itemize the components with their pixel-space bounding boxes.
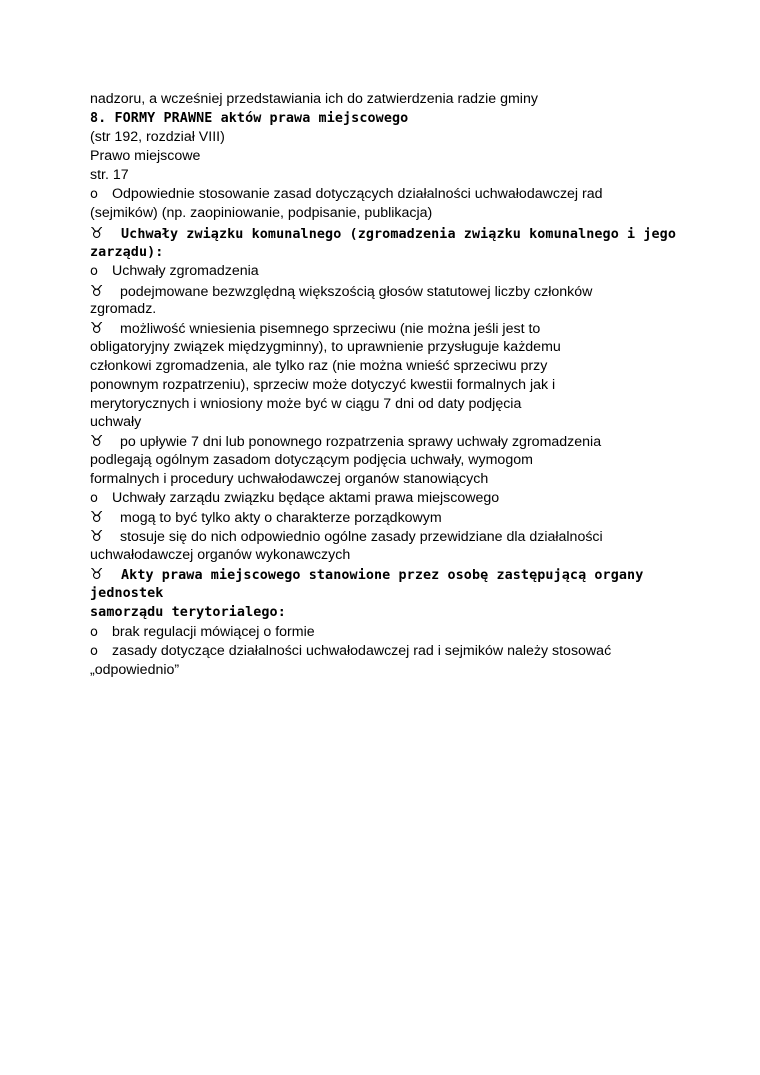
text-line: podlegają ogólnym zasadom dotyczącym podjęcia uchwały, wymogom [90, 452, 533, 468]
circle-bullet-icon: o [90, 625, 98, 640]
list-item: ♉ stosuje się do nich odpowiednio ogólne zasady przewidziane dla działalności [90, 527, 603, 545]
text-line: formalnych i procedury uchwałodawczej organów stanowiących [90, 471, 489, 487]
text-line: (sejmików) (np. zaopiniowanie, podpisanie, publikacja) [90, 205, 433, 221]
text-line: uchwałodawczej organów wykonawczych [90, 547, 351, 563]
taurus-bullet-icon: ♉ [90, 432, 104, 450]
text-line: merytorycznych i wniosiony może być w ciągu 7 dni od daty podjęcia [90, 396, 522, 412]
text-line: Prawo miejscowe [90, 148, 201, 164]
section-heading: 8. FORMY PRAWNE aktów prawa miejscowego [90, 111, 409, 126]
text-line: członkowi zgromadzenia, ale tylko raz (nie można wnieść sprzeciwu przy [90, 358, 548, 374]
list-item: o zasady dotyczące działalności uchwałodawczej rad i sejmików należy stosować [90, 643, 612, 659]
circle-bullet-icon: o [90, 187, 98, 202]
list-item-heading: ♉ Akty prawa miejscowego stanowione przez osobę zastępującą organy [90, 565, 644, 583]
taurus-bullet-icon: ♉ [90, 319, 104, 337]
list-item-heading: ♉ Uchwały związku komunalnego (zgromadzenia związku komunalnego i jego [90, 224, 677, 242]
circle-bullet-icon: o [90, 264, 98, 279]
list-item: o Uchwały zarządu związku będące aktami prawa miejscowego [90, 490, 500, 506]
list-item: ♉ mogą to być tylko akty o charakterze porządkowym [90, 508, 442, 526]
list-item: ♉ po upływie 7 dni lub ponownego rozpatrzenia sprawy uchwały zgromadzenia [90, 432, 602, 450]
taurus-bullet-icon: ♉ [90, 527, 104, 545]
text-line: samorządu terytorialego: [90, 605, 286, 620]
text-line: ponownym rozpatrzeniu), sprzeciw może dotyczyć kwestii formalnych jak i [90, 377, 556, 393]
taurus-bullet-icon: ♉ [90, 565, 104, 583]
list-item: ♉ podejmowane bezwzględną większością głosów statutowej liczby członków [90, 282, 593, 300]
text-line: str. 17 [90, 167, 129, 183]
text-line: zgromadz. [90, 301, 157, 317]
taurus-bullet-icon: ♉ [90, 224, 104, 242]
taurus-bullet-icon: ♉ [90, 282, 104, 300]
text-line: „odpowiednio” [90, 662, 180, 678]
list-item: o brak regulacji mówiącej o formie [90, 624, 315, 640]
text-line: nadzoru, a wcześniej przedstawiania ich do zatwierdzenia radzie gminy [90, 91, 538, 107]
list-item: o Odpowiednie stosowanie zasad dotyczących działalności uchwałodawczej rad [90, 186, 603, 202]
text-line: obligatoryjny związek międzygminny), to uprawnienie przysługuje każdemu [90, 339, 561, 355]
text-line: zarządu): [90, 245, 164, 260]
circle-bullet-icon: o [90, 491, 98, 506]
text-line: uchwały [90, 414, 142, 430]
circle-bullet-icon: o [90, 644, 98, 659]
taurus-bullet-icon: ♉ [90, 508, 104, 526]
text-line: jednostek [90, 586, 164, 601]
list-item: ♉ możliwość wniesienia pisemnego sprzeciwu (nie można jeśli jest to [90, 319, 541, 337]
text-line: (str 192, rozdział VIII) [90, 129, 225, 145]
list-item: o Uchwały zgromadzenia [90, 263, 259, 279]
